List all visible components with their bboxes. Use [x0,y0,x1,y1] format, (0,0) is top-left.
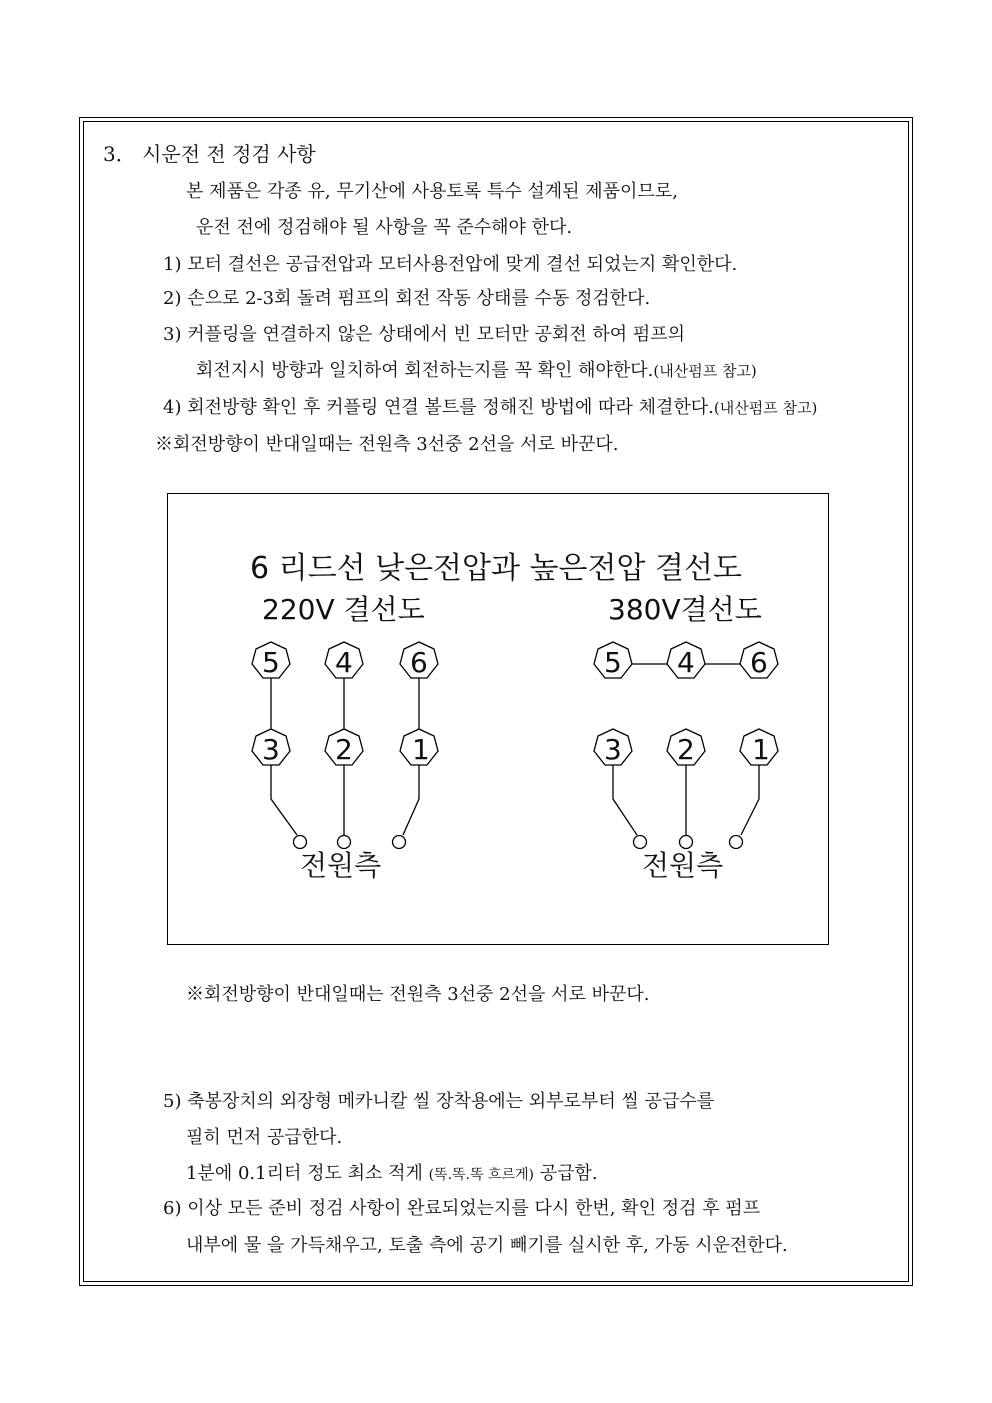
intro-line-1: 본 제품은 각종 유, 무기산에 사용토록 특수 설계된 제품이므로, [186,181,678,202]
label-1-left: 1 [412,733,430,766]
label-1-right: 1 [752,733,770,766]
item-4 [163,399,817,417]
item-3-line-1: 3) 커플링을 연결하지 않은 상태에서 빈 모터만 공회전 하여 펌프의 [163,324,686,345]
item-2: 2) 손으로 2-3회 돌려 펌프의 회전 작동 상태를 수동 정검한다. [163,288,651,309]
label-6-right: 6 [750,646,768,679]
reverse-note-bottom: ※회전방향이 반대일때는 전원측 3선중 2선을 서로 바꾼다. [186,984,650,1005]
label-3-left: 3 [262,733,280,766]
item-1: 1) 모터 결선은 공급전압과 모터사용전압에 맞게 결선 되었는지 확인한다. [163,254,738,275]
intro-line-2: 운전 전에 정검해야 될 사항을 꼭 준수해야 한다. [196,217,573,238]
item-4-note: (내산펌프 참고) [713,399,818,417]
item-3-note: (내산펌프 참고) [653,362,757,380]
item-5-line-1: 5) 축봉장치의 외장형 메카니칼 씰 장착용에는 외부로부터 씰 공급수를 [163,1091,715,1112]
wiring-diagram [167,493,829,945]
left-label: 220V 결선도 [262,593,425,626]
label-4-right: 4 [677,646,695,679]
label-5-right: 5 [604,646,622,679]
item-5-text: 1분에 0.1리터 정도 최소 적게 [186,1163,423,1184]
item-3-line-2 [196,362,757,380]
item-5-line-3 [186,1165,598,1183]
reverse-note-top: ※회전방향이 반대일때는 전원측 3선중 2선을 서로 바꾼다. [155,434,619,455]
item-6-line-1: 6) 이상 모든 준비 정검 사항이 완료되었는지를 다시 한번, 확인 정검 후 펌프 [163,1198,761,1219]
item-5-line-2: 필히 먼저 공급한다. [186,1127,343,1148]
label-2-left: 2 [335,733,353,766]
label-6-left: 6 [410,646,428,679]
item-4-text: 4) 회전방향 확인 후 커플링 연결 볼트를 정해진 방법에 따라 체결한다. [163,397,714,418]
item-5-note: (똑.똑.똑 흐르게) [428,1167,535,1183]
power-label-right: 전원측 [642,849,724,882]
figure-title: 6 리드선 낮은전압과 높은전압 결선도 [250,551,742,586]
item-5-end: 공급함. [539,1163,598,1184]
item-6-line-2: 내부에 물 을 가득채우고, 토출 측에 공기 빼기를 실시한 후, 가동 시운전한다. [186,1235,788,1256]
item-3-text: 회전지시 방향과 일치하여 회전하는지를 꼭 확인 해야한다. [196,360,654,381]
label-3-right: 3 [604,733,622,766]
label-5-left: 5 [262,646,280,679]
label-2-right: 2 [677,733,695,766]
power-label-left: 전원측 [300,849,382,882]
label-4-left: 4 [335,646,353,679]
right-label: 380V결선도 [608,593,762,626]
section-title: 3． 시운전 전 정검 사항 [103,142,316,166]
